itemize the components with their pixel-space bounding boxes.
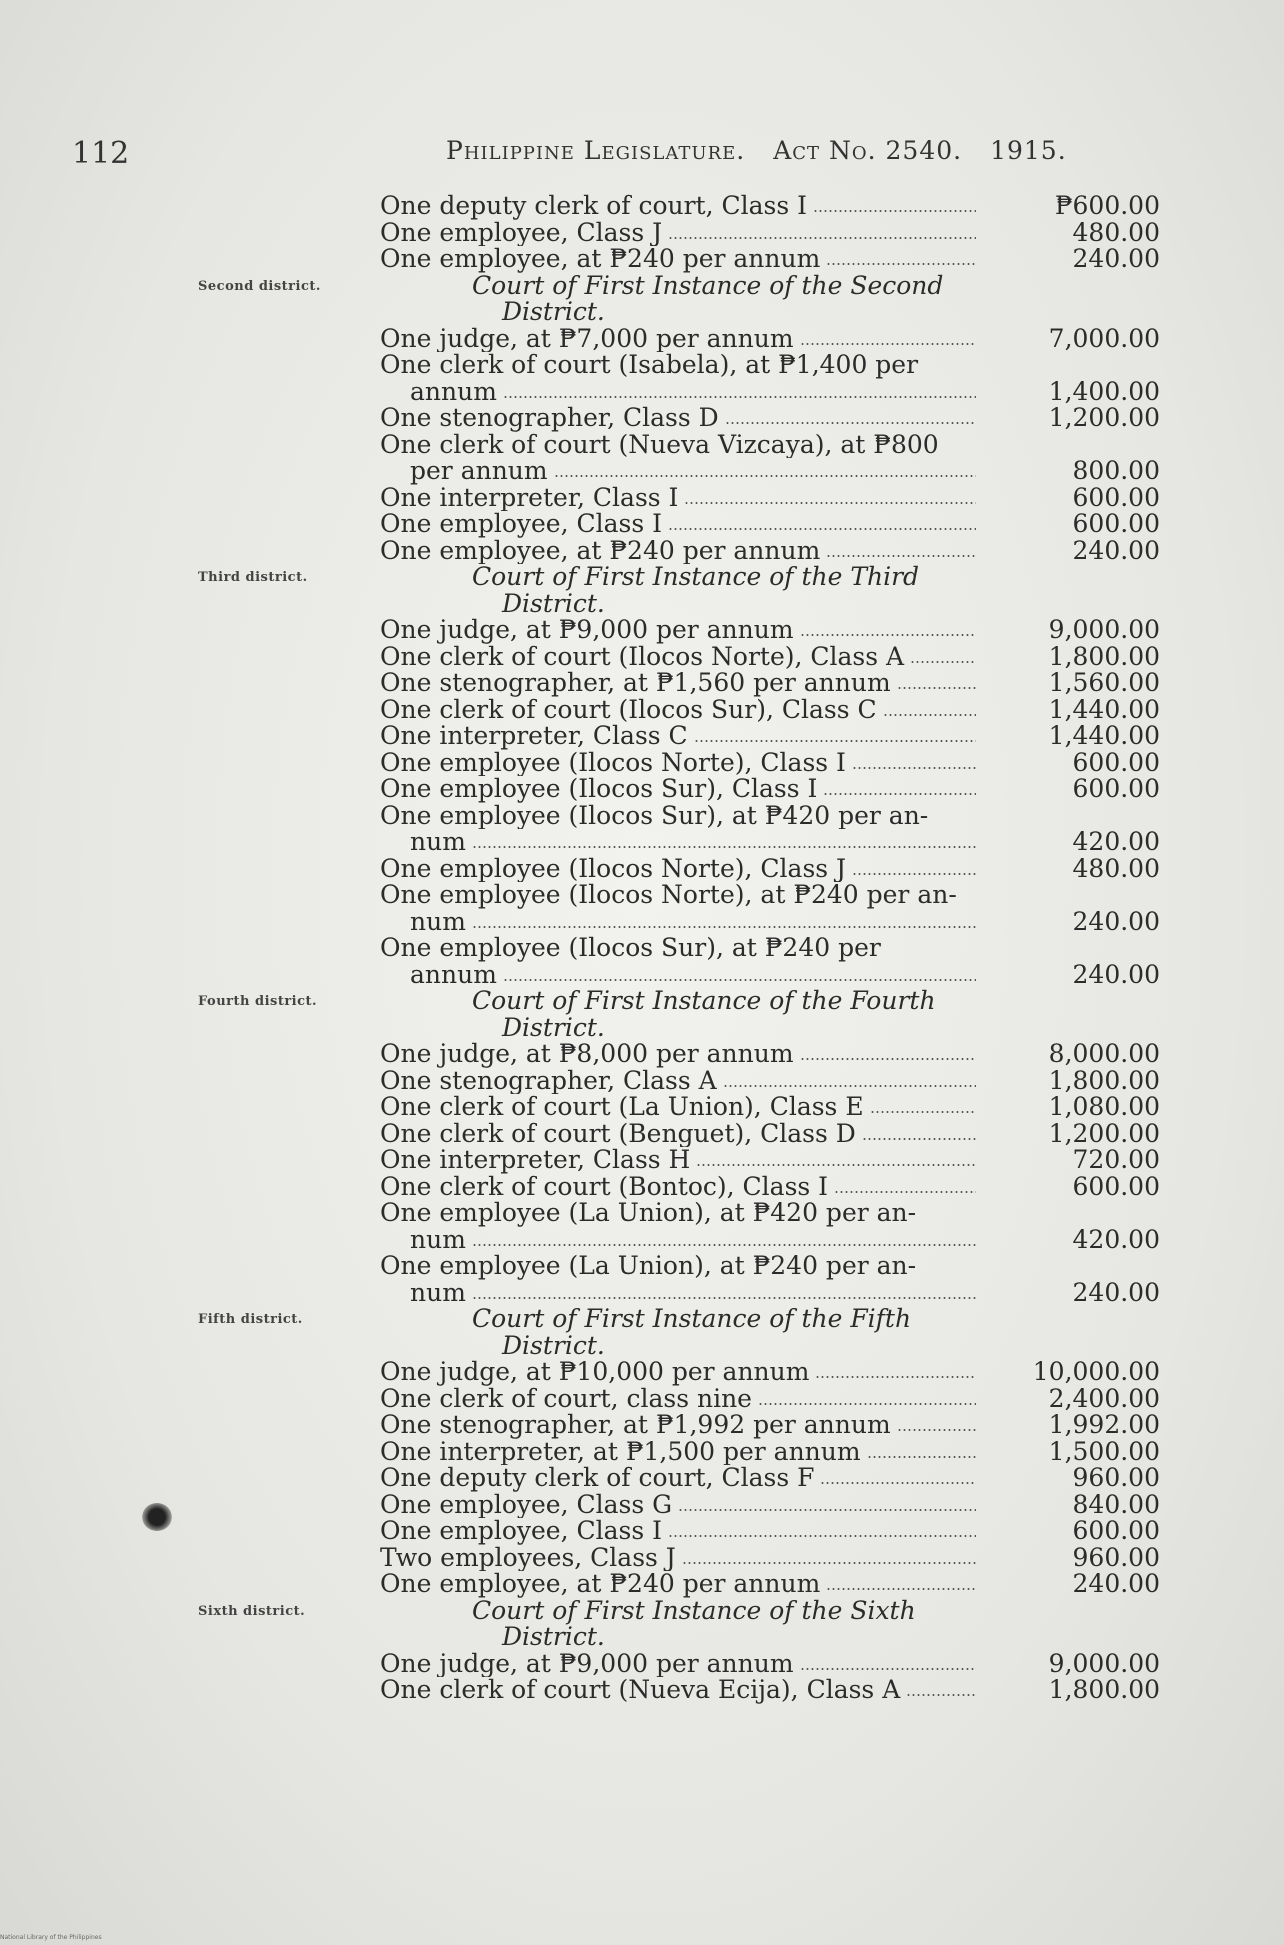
line-item-wrapped <box>380 935 1160 962</box>
court-heading <box>380 564 1160 591</box>
line-item-amount: 1,440.00 <box>1048 694 1160 724</box>
line-item-description <box>380 193 976 220</box>
line-item-text: One clerk of court (Benguet), Class D <box>380 1120 856 1147</box>
line-item-text: One employee, Class I <box>380 511 663 538</box>
line-item <box>380 376 1160 406</box>
line-item-description <box>380 1094 976 1121</box>
line-item-amount: 1,200.00 <box>1048 403 1160 432</box>
line-item-text: One employee, at ₱240 per annum <box>380 246 821 273</box>
dot-leader <box>867 1456 976 1458</box>
line-item <box>380 405 1160 432</box>
line-item-text: annum <box>410 961 497 988</box>
line-item-amount: 2,400.00 <box>1048 1383 1160 1413</box>
line-item <box>380 217 1160 247</box>
court-heading <box>380 270 1160 300</box>
line-item-amount: 1,200.00 <box>1048 1118 1160 1148</box>
line-item-text: One employee, Class J <box>380 219 663 246</box>
line-item-amount: 1,440.00 <box>1048 721 1160 750</box>
act-number: Act No. 2540. <box>773 136 963 165</box>
line-item <box>380 776 1160 803</box>
line-item-amount: 600.00 <box>1072 774 1160 803</box>
line-item <box>380 1571 1160 1598</box>
dot-leader <box>696 1164 976 1166</box>
line-item <box>380 193 1160 220</box>
court-heading-text: District. <box>502 588 605 618</box>
margin-note-district: Third district. <box>198 570 308 585</box>
dot-leader <box>910 661 976 663</box>
dot-leader <box>852 767 976 769</box>
dot-leader <box>823 793 976 795</box>
dot-leader <box>668 1535 976 1537</box>
line-item <box>380 246 1160 273</box>
appropriation-list <box>380 193 1160 1704</box>
line-item-text: One interpreter, at ₱1,500 per annum <box>380 1438 861 1465</box>
line-item-description <box>380 1121 976 1148</box>
line-item-amount: 840.00 <box>1072 1489 1160 1519</box>
line-item-amount: 240.00 <box>1072 244 1160 273</box>
line-item-text: One stenographer, Class A <box>380 1067 717 1094</box>
line-item <box>380 829 1160 856</box>
ink-blot <box>142 1503 172 1531</box>
line-item-text: One judge, at ₱7,000 per annum <box>380 325 794 352</box>
line-item-text: One clerk of court (Isabela), at ₱1,400 per <box>380 352 919 379</box>
court-heading-text: Court of First Instance of the Fourth <box>472 986 936 1015</box>
margin-note-district: Fifth district. <box>198 1312 303 1327</box>
line-item-text: One employee (Ilocos Norte), Class J <box>380 855 847 882</box>
line-item-description <box>410 458 976 485</box>
line-item-amount: 1,800.00 <box>1048 1065 1160 1095</box>
line-item-text: One clerk of court (La Union), Class E <box>380 1094 864 1121</box>
dot-leader <box>852 873 976 875</box>
dot-leader <box>897 1429 976 1431</box>
running-head <box>446 136 1067 165</box>
line-item-text: One employee, Class G <box>380 1491 673 1518</box>
court-heading-text: Court of First Instance of the Sixth <box>472 1595 916 1625</box>
line-item-amount: 420.00 <box>1072 827 1160 856</box>
line-item-amount: 240.00 <box>1072 1277 1160 1307</box>
dot-leader <box>826 1588 976 1590</box>
line-item-amount: 480.00 <box>1072 217 1160 247</box>
line-item-description <box>380 644 976 671</box>
dot-leader <box>897 687 976 689</box>
line-item-description <box>380 1518 976 1545</box>
line-item-amount: 240.00 <box>1072 906 1160 936</box>
line-item-text: One clerk of court (Nueva Ecija), Class A <box>380 1677 901 1704</box>
dot-leader <box>684 502 976 504</box>
line-item-text: One employee (La Union), at ₱240 per an- <box>380 1253 917 1280</box>
dot-leader <box>834 1191 976 1193</box>
line-item-text: One judge, at ₱10,000 per annum <box>380 1359 810 1386</box>
line-item <box>380 1041 1160 1068</box>
line-item-description <box>380 1439 976 1466</box>
line-item <box>380 458 1160 485</box>
line-item-description <box>380 697 976 724</box>
line-item <box>380 1147 1160 1174</box>
line-item-text: One employee (La Union), at ₱420 per an- <box>380 1200 917 1227</box>
line-item <box>380 1359 1160 1386</box>
line-item-text: One employee (Ilocos Sur), at ₱240 per <box>380 935 881 962</box>
dot-leader <box>668 237 976 239</box>
dot-leader <box>503 396 976 398</box>
line-item-description <box>380 1545 976 1572</box>
line-item <box>380 482 1160 512</box>
dot-leader <box>678 1509 976 1511</box>
line-item-amount: 240.00 <box>1072 959 1160 989</box>
court-heading <box>380 588 1160 618</box>
line-item-amount: ₱600.00 <box>1054 191 1160 220</box>
line-item-amount: 420.00 <box>1072 1224 1160 1254</box>
line-item-description <box>410 829 976 856</box>
line-item-text: One deputy clerk of court, Class I <box>380 193 808 220</box>
line-item-description <box>380 1147 976 1174</box>
line-item-description <box>380 1651 976 1678</box>
line-item-description <box>380 1386 976 1413</box>
court-heading-text: District. <box>502 1330 605 1360</box>
line-item-description <box>380 511 976 538</box>
line-item <box>380 511 1160 538</box>
dot-leader <box>820 1482 976 1484</box>
line-item-description <box>380 670 976 697</box>
dot-leader <box>800 343 976 345</box>
line-item-description <box>380 1041 976 1068</box>
line-item-amount: 1,400.00 <box>1048 376 1160 406</box>
line-item-amount: 960.00 <box>1072 1463 1160 1492</box>
court-heading-text: District. <box>502 297 605 326</box>
line-item-amount: 1,800.00 <box>1048 1675 1160 1704</box>
line-item <box>380 853 1160 883</box>
line-item-description <box>380 776 976 803</box>
line-item-description <box>380 1677 976 1704</box>
dot-leader <box>800 634 976 636</box>
line-item-description <box>380 1068 976 1095</box>
line-item-description <box>380 617 976 644</box>
line-item-amount: 8,000.00 <box>1048 1039 1160 1068</box>
line-item <box>380 747 1160 777</box>
line-item-text: One clerk of court, class nine <box>380 1385 752 1412</box>
dot-leader <box>503 979 976 981</box>
dot-leader <box>472 1297 976 1299</box>
footer-credit: National Library of the Philippines <box>0 1934 102 1941</box>
line-item-amount: 9,000.00 <box>1048 615 1160 644</box>
line-item-text: One stenographer, at ₱1,560 per annum <box>380 670 891 697</box>
margin-note-district: Fourth district. <box>198 994 318 1009</box>
line-item-text: One employee (Ilocos Norte), Class I <box>380 749 846 776</box>
line-item-text: One interpreter, Class I <box>380 484 679 511</box>
line-item-text: num <box>410 1226 466 1253</box>
line-item-text: One employee (Ilocos Sur), Class I <box>380 776 818 803</box>
line-item <box>380 1094 1160 1121</box>
line-item-description <box>380 750 976 777</box>
dot-leader <box>668 528 976 530</box>
line-item-description <box>410 909 976 936</box>
line-item <box>380 641 1160 671</box>
line-item <box>380 617 1160 644</box>
dot-leader <box>725 422 976 424</box>
line-item-amount: 1,500.00 <box>1048 1436 1160 1466</box>
line-item-wrapped <box>380 352 1160 379</box>
line-item-wrapped <box>380 1253 1160 1280</box>
line-item <box>380 1277 1160 1307</box>
line-item-text: One clerk of court (Ilocos Norte), Class A <box>380 643 905 670</box>
line-item-amount: 600.00 <box>1072 482 1160 512</box>
court-heading <box>380 299 1160 326</box>
line-item-description <box>380 405 976 432</box>
line-item-amount: 7,000.00 <box>1048 323 1160 353</box>
line-item <box>380 1542 1160 1572</box>
dot-leader <box>758 1403 976 1405</box>
line-item-amount: 480.00 <box>1072 853 1160 883</box>
line-item-text: One judge, at ₱9,000 per annum <box>380 617 794 644</box>
line-item-description <box>380 1492 976 1519</box>
line-item-text: One deputy clerk of court, Class F <box>380 1465 815 1492</box>
dot-leader <box>826 263 976 265</box>
line-item-wrapped <box>380 432 1160 459</box>
line-item-text: One employee, at ₱240 per annum <box>380 1571 821 1598</box>
line-item-description <box>410 1227 976 1254</box>
line-item <box>380 1224 1160 1254</box>
line-item <box>380 1518 1160 1545</box>
line-item-amount: 600.00 <box>1072 509 1160 538</box>
dot-leader <box>800 1058 976 1060</box>
line-item-text: One employee, at ₱240 per annum <box>380 537 821 564</box>
line-item-text: One clerk of court (Bontoc), Class I <box>380 1173 829 1200</box>
line-item-amount: 1,992.00 <box>1048 1410 1160 1439</box>
court-heading <box>380 1624 1160 1651</box>
dot-leader <box>862 1138 976 1140</box>
line-item <box>380 1118 1160 1148</box>
line-item-description <box>380 856 976 883</box>
court-heading <box>380 988 1160 1015</box>
dot-leader <box>815 1376 976 1378</box>
line-item-description <box>410 1280 976 1307</box>
line-item-amount: 240.00 <box>1072 535 1160 565</box>
dot-leader <box>826 555 976 557</box>
line-item <box>380 1677 1160 1704</box>
line-item-text: One employee (Ilocos Sur), at ₱420 per an- <box>380 802 929 829</box>
dot-leader <box>554 475 976 477</box>
dot-leader <box>723 1085 976 1087</box>
line-item-description <box>380 1571 976 1598</box>
line-item-wrapped <box>380 803 1160 830</box>
dot-leader <box>682 1562 976 1564</box>
dot-leader <box>800 1668 976 1670</box>
line-item-description <box>380 220 976 247</box>
line-item-amount: 600.00 <box>1072 1516 1160 1545</box>
line-item-text: One stenographer, at ₱1,992 per annum <box>380 1412 891 1439</box>
line-item-text: One stenographer, Class D <box>380 405 719 432</box>
dot-leader <box>472 846 976 848</box>
line-item-text: One clerk of court (Nueva Vizcaya), at ₱800 <box>380 431 939 458</box>
line-item-amount: 720.00 <box>1072 1145 1160 1174</box>
line-item-description <box>380 485 976 512</box>
line-item-description <box>380 1174 976 1201</box>
dot-leader <box>472 1244 976 1246</box>
court-heading-text: Court of First Instance of the Fifth <box>472 1304 912 1333</box>
line-item-description <box>410 379 976 406</box>
publication-title: Philippine Legislature. <box>446 136 746 165</box>
line-item-text: num <box>410 829 466 856</box>
line-item-wrapped <box>380 882 1160 909</box>
line-item <box>380 906 1160 936</box>
line-item <box>380 1412 1160 1439</box>
line-item-amount: 800.00 <box>1072 456 1160 485</box>
dot-leader <box>870 1111 976 1113</box>
line-item-text: One interpreter, Class H <box>380 1147 691 1174</box>
line-item <box>380 1436 1160 1466</box>
line-item <box>380 694 1160 724</box>
line-item-text: One judge, at ₱9,000 per annum <box>380 1650 794 1677</box>
dot-leader <box>694 740 976 742</box>
line-item-text: num <box>410 908 466 935</box>
dot-leader <box>813 210 976 212</box>
line-item <box>380 1465 1160 1492</box>
page-number: 112 <box>72 136 130 171</box>
line-item-amount: 1,800.00 <box>1048 641 1160 671</box>
margin-note-district: Second district. <box>198 278 321 294</box>
line-item <box>380 670 1160 697</box>
court-heading <box>380 1330 1160 1360</box>
line-item-text: One clerk of court (Ilocos Sur), Class C <box>380 696 877 723</box>
line-item <box>380 1065 1160 1095</box>
line-item-text: One interpreter, Class C <box>380 723 688 750</box>
line-item-text: num <box>410 1279 466 1306</box>
line-item-text: One judge, at ₱8,000 per annum <box>380 1041 794 1068</box>
line-item-description <box>380 246 976 273</box>
line-item-description <box>380 1465 976 1492</box>
court-heading <box>380 1012 1160 1042</box>
line-item-amount: 1,560.00 <box>1048 668 1160 697</box>
line-item <box>380 1383 1160 1413</box>
dot-leader <box>472 926 976 928</box>
line-item-wrapped <box>380 1200 1160 1227</box>
line-item <box>380 1489 1160 1519</box>
line-item <box>380 535 1160 565</box>
line-item-amount: 600.00 <box>1072 747 1160 777</box>
line-item-text: Two employees, Class J <box>380 1544 676 1571</box>
dot-leader <box>906 1694 976 1696</box>
line-item-description <box>380 1412 976 1439</box>
dot-leader <box>883 714 976 716</box>
court-heading-text: Court of First Instance of the Second <box>472 270 944 300</box>
line-item-description <box>380 538 976 565</box>
line-item-amount: 10,000.00 <box>1032 1357 1160 1386</box>
line-item-amount: 240.00 <box>1072 1569 1160 1598</box>
margin-note-district: Sixth district. <box>198 1603 306 1619</box>
line-item-description <box>380 723 976 750</box>
line-item-description <box>410 962 976 989</box>
line-item-text: One employee (Ilocos Norte), at ₱240 per an- <box>380 882 957 909</box>
line-item-text: per annum <box>410 458 548 485</box>
line-item-text: One employee, Class I <box>380 1518 663 1545</box>
line-item <box>380 1648 1160 1678</box>
court-heading-text: Court of First Instance of the Third <box>472 562 920 591</box>
court-heading <box>380 1595 1160 1625</box>
line-item <box>380 723 1160 750</box>
line-item-description <box>380 1359 976 1386</box>
line-item-text: annum <box>410 378 497 405</box>
court-heading <box>380 1306 1160 1333</box>
line-item-amount: 9,000.00 <box>1048 1648 1160 1678</box>
line-item-amount: 600.00 <box>1072 1171 1160 1201</box>
court-heading-text: District. <box>502 1622 605 1651</box>
year: 1915. <box>990 136 1067 165</box>
line-item-amount: 960.00 <box>1072 1542 1160 1572</box>
line-item <box>380 323 1160 353</box>
line-item <box>380 1171 1160 1201</box>
court-heading-text: District. <box>502 1012 605 1042</box>
line-item-description <box>380 326 976 353</box>
line-item-amount: 1,080.00 <box>1048 1092 1160 1121</box>
line-item <box>380 959 1160 989</box>
